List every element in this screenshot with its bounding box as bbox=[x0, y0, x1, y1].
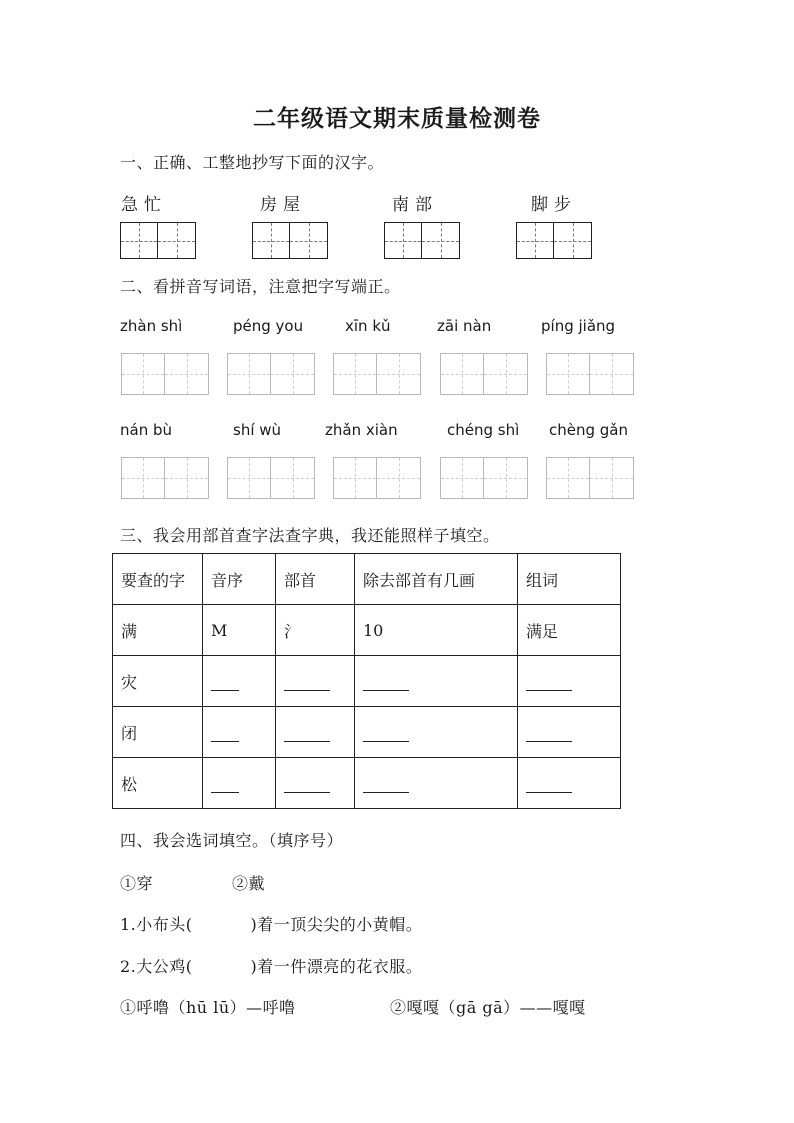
answer-blank[interactable] bbox=[363, 725, 409, 742]
answer-blank[interactable] bbox=[526, 725, 572, 742]
table-cell: M bbox=[203, 605, 276, 656]
writing-grid[interactable] bbox=[252, 222, 328, 259]
answer-blank[interactable] bbox=[211, 725, 239, 742]
option-label: ②戴 bbox=[232, 874, 266, 893]
table-row bbox=[113, 605, 621, 656]
section1-heading: 一、正确、工整地抄写下面的汉字。 bbox=[120, 153, 385, 172]
table-header-row bbox=[113, 554, 621, 605]
answer-blank[interactable] bbox=[526, 776, 572, 793]
table-cell: 灾 bbox=[113, 656, 203, 707]
table-cell: 10 bbox=[355, 605, 518, 656]
word-example: ①呼噜（hū lū）—呼噜 bbox=[120, 998, 296, 1017]
question-2 bbox=[120, 954, 422, 977]
answer-blank[interactable] bbox=[284, 776, 330, 793]
answer-blank[interactable] bbox=[363, 674, 409, 691]
table-header-cell: 部首 bbox=[276, 554, 355, 605]
question-text: )着一顶尖尖的小黄帽。 bbox=[250, 915, 423, 934]
pinyin-prompt: chèng gǎn bbox=[549, 421, 628, 439]
table-header-cell: 组词 bbox=[518, 554, 621, 605]
answer-blank[interactable] bbox=[211, 776, 239, 793]
table-row bbox=[113, 656, 621, 707]
writing-grid[interactable] bbox=[121, 353, 209, 395]
table-header-cell: 要查的字 bbox=[113, 554, 203, 605]
writing-grid[interactable] bbox=[384, 222, 460, 259]
table-row bbox=[113, 707, 621, 758]
writing-grid[interactable] bbox=[440, 353, 528, 395]
table-cell: 氵 bbox=[276, 605, 355, 656]
pinyin-prompt: zhǎn xiàn bbox=[325, 421, 398, 439]
word-example: ②嘎嘎（gā gā）——嘎嘎 bbox=[390, 998, 586, 1017]
pinyin-prompt: chéng shì bbox=[447, 421, 520, 439]
question-text: )着一件漂亮的花衣服。 bbox=[250, 957, 423, 976]
table-cell: 松 bbox=[113, 758, 203, 809]
writing-grid[interactable] bbox=[227, 457, 315, 499]
table-header-cell: 除去部首有几画 bbox=[355, 554, 518, 605]
copy-word: 脚步 bbox=[531, 195, 577, 215]
table-header-cell: 音序 bbox=[203, 554, 276, 605]
answer-blank[interactable] bbox=[526, 674, 572, 691]
answer-blank[interactable] bbox=[363, 776, 409, 793]
answer-blank[interactable] bbox=[284, 674, 330, 691]
answer-blank[interactable] bbox=[211, 674, 239, 691]
question-text: 1.小布头( bbox=[120, 915, 193, 934]
pinyin-prompt: shí wù bbox=[233, 421, 282, 439]
pinyin-prompt: nán bù bbox=[120, 421, 173, 439]
pinyin-prompt: zāi nàn bbox=[437, 317, 492, 335]
table-cell: 闭 bbox=[113, 707, 203, 758]
copy-word: 房屋 bbox=[260, 195, 306, 215]
writing-grid[interactable] bbox=[120, 222, 196, 259]
writing-grid[interactable] bbox=[121, 457, 209, 499]
question-1 bbox=[120, 912, 422, 935]
table-row bbox=[113, 758, 621, 809]
section3-heading: 三、我会用部首查字法查字典，我还能照样子填空。 bbox=[120, 526, 500, 545]
option-label: ①穿 bbox=[120, 874, 154, 893]
copy-word: 南部 bbox=[392, 195, 438, 215]
writing-grid[interactable] bbox=[546, 353, 634, 395]
writing-grid[interactable] bbox=[333, 457, 421, 499]
answer-blank[interactable] bbox=[284, 725, 330, 742]
table-cell: 满足 bbox=[518, 605, 621, 656]
writing-grid[interactable] bbox=[440, 457, 528, 499]
writing-grid[interactable] bbox=[516, 222, 592, 259]
table-cell: 满 bbox=[113, 605, 203, 656]
dictionary-table bbox=[112, 553, 621, 809]
writing-grid[interactable] bbox=[546, 457, 634, 499]
question-text: 2.大公鸡( bbox=[120, 957, 193, 976]
section2-heading: 二、看拼音写词语，注意把字写端正。 bbox=[120, 277, 401, 296]
pinyin-prompt: píng jiǎng bbox=[541, 317, 616, 335]
copy-word: 急忙 bbox=[121, 195, 167, 215]
pinyin-prompt: zhàn shì bbox=[120, 317, 183, 335]
section4-heading: 四、我会选词填空。（填序号） bbox=[120, 831, 344, 850]
pinyin-prompt: péng you bbox=[233, 317, 304, 335]
page-title: 二年级语文期末质量检测卷 bbox=[253, 105, 541, 132]
writing-grid[interactable] bbox=[333, 353, 421, 395]
pinyin-prompt: xīn kǔ bbox=[345, 317, 391, 335]
writing-grid[interactable] bbox=[227, 353, 315, 395]
